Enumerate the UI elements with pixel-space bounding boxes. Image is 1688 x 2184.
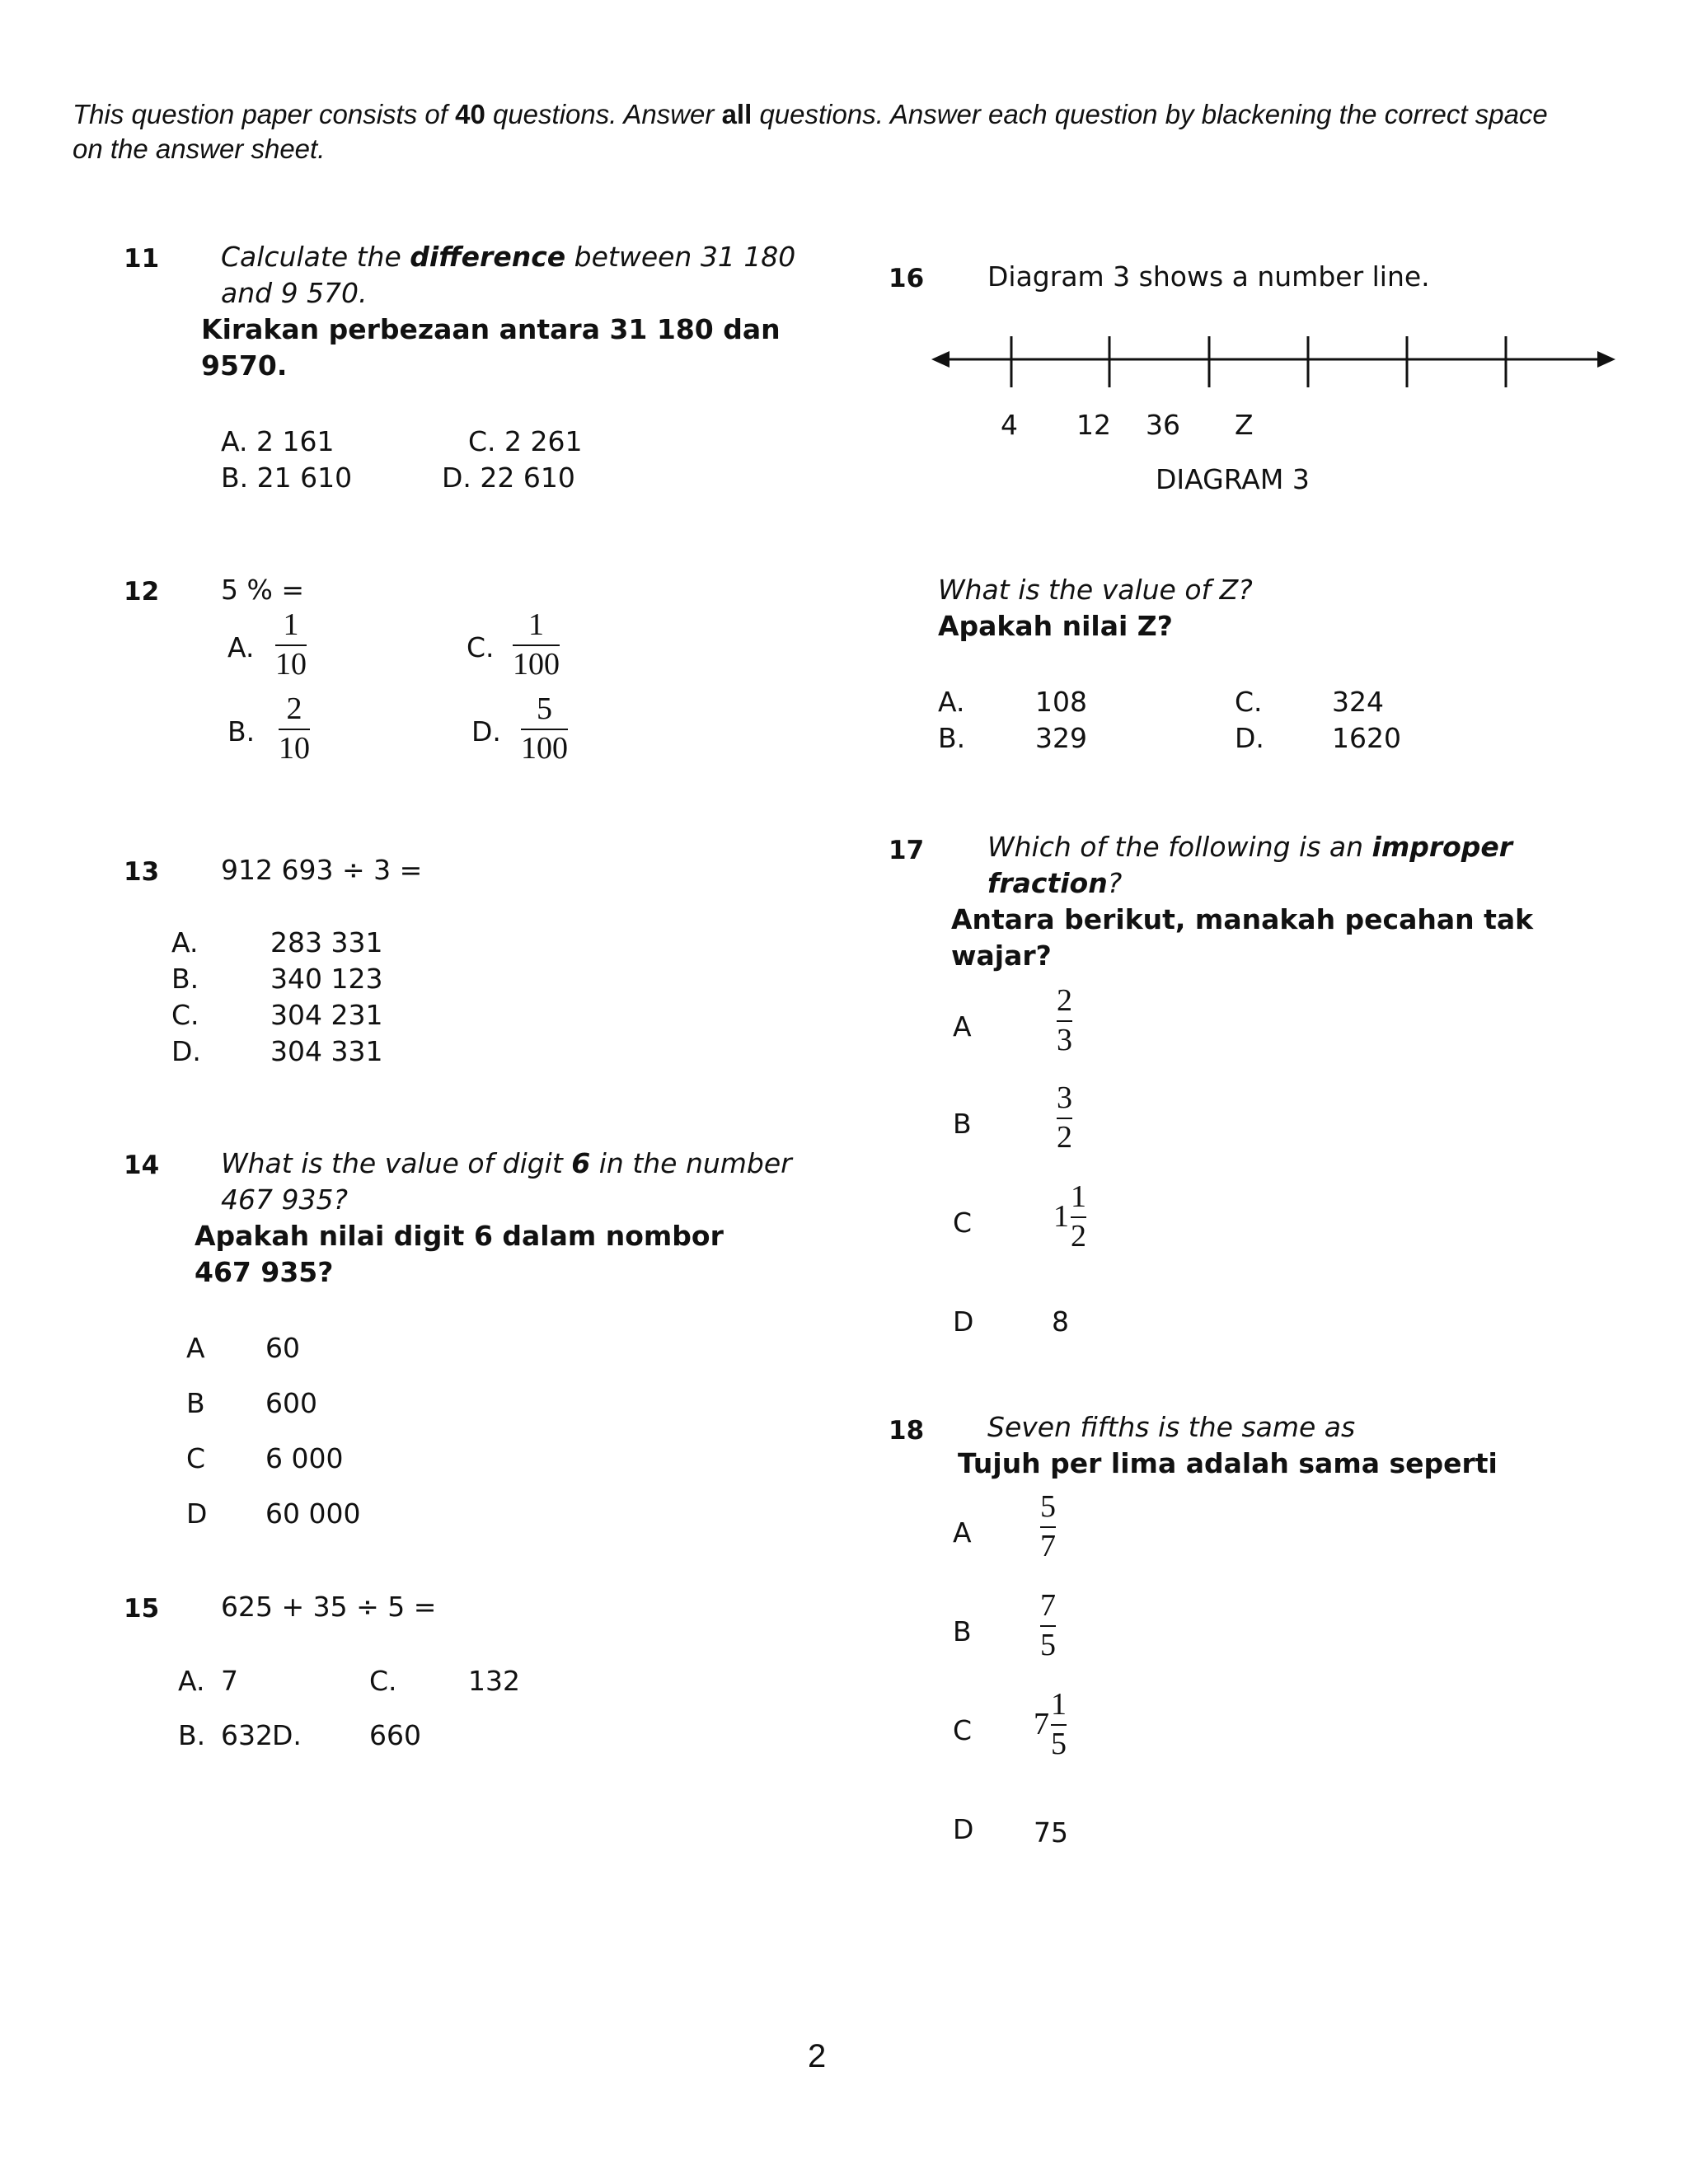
option-a-value: 7 [221,1665,238,1697]
option-c-label: C. [1235,686,1263,718]
option-b-label: B. [938,722,966,754]
question-number: 12 [124,577,160,607]
number-line-label: 12 [1076,409,1111,441]
question-text-en: Calculate the difference between 31 180 [221,241,796,273]
option-c-value: 304 231 [270,999,383,1031]
option-d-label: D. [1235,722,1264,754]
instructions: This question paper consists of 40 questions. Answer all questions. Answer each question by blackening the correct space on the answer sheet. [73,99,1548,164]
question-text-en: What is the value of digit 6 in the number [221,1147,792,1179]
question-text-ms-2: 467 935? [195,1256,334,1288]
question-text-ms-2: wajar? [951,940,1052,972]
question-number: 18 [889,1416,925,1446]
question-number: 16 [889,264,925,293]
question-text-en-2: and 9 570. [221,277,368,309]
option-a-value: 60 [265,1332,300,1364]
option-b-value: 329 [1035,722,1087,754]
option-c-value: 6 000 [265,1442,344,1474]
option-c-label: C [186,1442,206,1474]
question-text-ms: Kirakan perbezaan antara 31 180 dan [201,313,781,345]
option-c-label: C. [467,631,495,663]
option-b-value: 632 [221,1719,273,1751]
option-d-value: 660 [369,1719,421,1751]
option-b-fraction: 2 10 [279,691,310,766]
option-b-label: B [953,1108,972,1140]
number-line-label: 4 [1001,409,1018,441]
option-b: B. 21 610 [221,462,353,494]
option-a-label: A. [171,926,199,958]
question-stem: 625 + 35 ÷ 5 = [221,1591,437,1623]
option-d-value: 75 [1034,1816,1068,1849]
option-d-value: 1620 [1332,722,1401,754]
number-line-label: Z [1235,409,1254,441]
option-c-label: C. [369,1665,397,1697]
option-c-label: C. [171,999,199,1031]
question-number: 13 [124,857,160,887]
option-d-label: D. [272,1719,302,1751]
option-a-label: A [186,1332,205,1364]
option-b-value: 600 [265,1387,317,1419]
option-a-value: 283 331 [270,926,383,958]
option-d-label: D [186,1497,208,1530]
option-c-label: C [953,1714,973,1746]
question-text-en-2: fraction? [987,867,1123,899]
question-text-ms: Tujuh per lima adalah sama seperti [958,1447,1498,1479]
option-a-fraction: 1 10 [275,607,307,682]
option-a-fraction: 5 7 [1040,1489,1056,1563]
question-text-ms: Apakah nilai Z? [938,610,1173,642]
option-d-fraction: 5 100 [521,691,568,766]
option-a-label: A [953,1516,972,1549]
question-stem: Diagram 3 shows a number line. [987,260,1430,293]
option-c: C. 2 261 [468,425,583,457]
question-stem: 912 693 ÷ 3 = [221,854,423,886]
option-b-label: B. [227,715,256,748]
option-a-label: A. [178,1665,205,1697]
question-text-ms: Antara berikut, manakah pecahan tak [951,903,1534,935]
question-number: 11 [124,244,160,274]
left-arrow-icon [931,351,950,368]
question-number: 17 [889,836,925,865]
option-a-label: A [953,1010,972,1043]
question-text-ms: Apakah nilai digit 6 dalam nombor [195,1220,724,1252]
question-text-ms-2: 9570. [201,349,288,382]
option-d-value: 8 [1052,1305,1069,1338]
option-b-value: 340 123 [270,963,383,995]
option-c-mixed-number: 1 $\frac{1}{2}$ [1053,1179,1086,1254]
option-d-label: D [953,1305,974,1338]
number-line-label: 36 [1146,409,1180,441]
option-d-label: D. [171,1035,201,1067]
option-b-label: B [186,1387,205,1419]
option-c-mixed-number: 7 $\frac{1}{5}$ [1034,1687,1067,1761]
option-a-label: A. [227,631,255,663]
right-arrow-icon [1597,351,1615,368]
option-b-label: B. [178,1719,206,1751]
page-number: 2 [808,2038,827,2074]
option-a: A. 2 161 [221,425,335,457]
question-text-en-2: 467 935? [221,1183,348,1216]
diagram-caption: DIAGRAM 3 [1156,463,1310,495]
question-text-en: Which of the following is an improper [987,831,1513,863]
option-c-value: 132 [468,1665,520,1697]
option-a-value: 108 [1035,686,1087,718]
option-d-label: D. [471,715,501,748]
question-text-en: What is the value of Z? [938,574,1253,606]
option-d-value: 304 331 [270,1035,383,1067]
option-b-label: B [953,1615,972,1647]
number-line-diagram [931,330,1615,396]
option-d-value: 60 000 [265,1497,361,1530]
option-c-value: 324 [1332,686,1384,718]
question-number: 15 [124,1594,160,1624]
option-b-fraction: 3 2 [1057,1080,1072,1155]
option-d: D. 22 610 [442,462,575,494]
option-a-label: A. [938,686,965,718]
option-b-fraction: 7 5 [1040,1588,1056,1662]
question-text-en: Seven fifths is the same as [987,1411,1356,1443]
option-d-label: D [953,1813,974,1845]
option-c-label: C [953,1207,973,1239]
option-b-label: B. [171,963,199,995]
option-c-fraction: 1 100 [513,607,560,682]
question-stem: 5 % = [221,574,304,606]
option-a-fraction: 2 3 [1057,983,1072,1057]
question-number: 14 [124,1151,160,1180]
